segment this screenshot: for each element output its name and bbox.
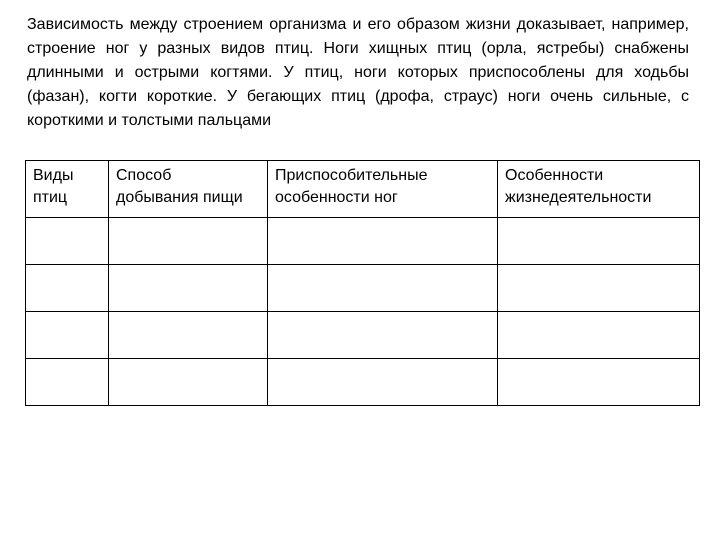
header-feeding-method: Способ добывания пищи	[109, 161, 268, 218]
table-row	[26, 265, 700, 312]
header-life-features: Особенности жизнедеятельности	[498, 161, 700, 218]
table-cell[interactable]	[26, 312, 109, 359]
table-cell[interactable]	[268, 312, 498, 359]
table-cell[interactable]	[109, 265, 268, 312]
table-row	[26, 359, 700, 406]
table-cell[interactable]	[109, 312, 268, 359]
table-cell[interactable]	[26, 218, 109, 265]
header-bird-species: Виды птиц	[26, 161, 109, 218]
table-cell[interactable]	[498, 218, 700, 265]
table-cell[interactable]	[109, 218, 268, 265]
table-cell[interactable]	[268, 218, 498, 265]
table-row	[26, 312, 700, 359]
table-cell[interactable]	[109, 359, 268, 406]
table-cell[interactable]	[498, 265, 700, 312]
table-cell[interactable]	[26, 359, 109, 406]
table-cell[interactable]	[498, 312, 700, 359]
table-header-row	[26, 161, 700, 218]
header-leg-adaptations: Приспособительные особенности ног	[268, 161, 498, 218]
birds-table	[25, 160, 700, 406]
table-cell[interactable]	[498, 359, 700, 406]
intro-paragraph: Зависимость между строением организма и его образом жизни доказывает, например, строение ног у разных видов птиц. Ноги хищных птиц (орла, ястребы) снабжены длинными и острыми когтями. У птиц, ноги которых приспособлены для ходьбы (фазан), когти короткие. У бегающих птиц (дрофа, страус) ноги очень сильные, с короткими и толстыми пальцами	[27, 16, 689, 129]
table-cell[interactable]	[268, 359, 498, 406]
table-row	[26, 218, 700, 265]
table-cell[interactable]	[268, 265, 498, 312]
table-cell[interactable]	[26, 265, 109, 312]
